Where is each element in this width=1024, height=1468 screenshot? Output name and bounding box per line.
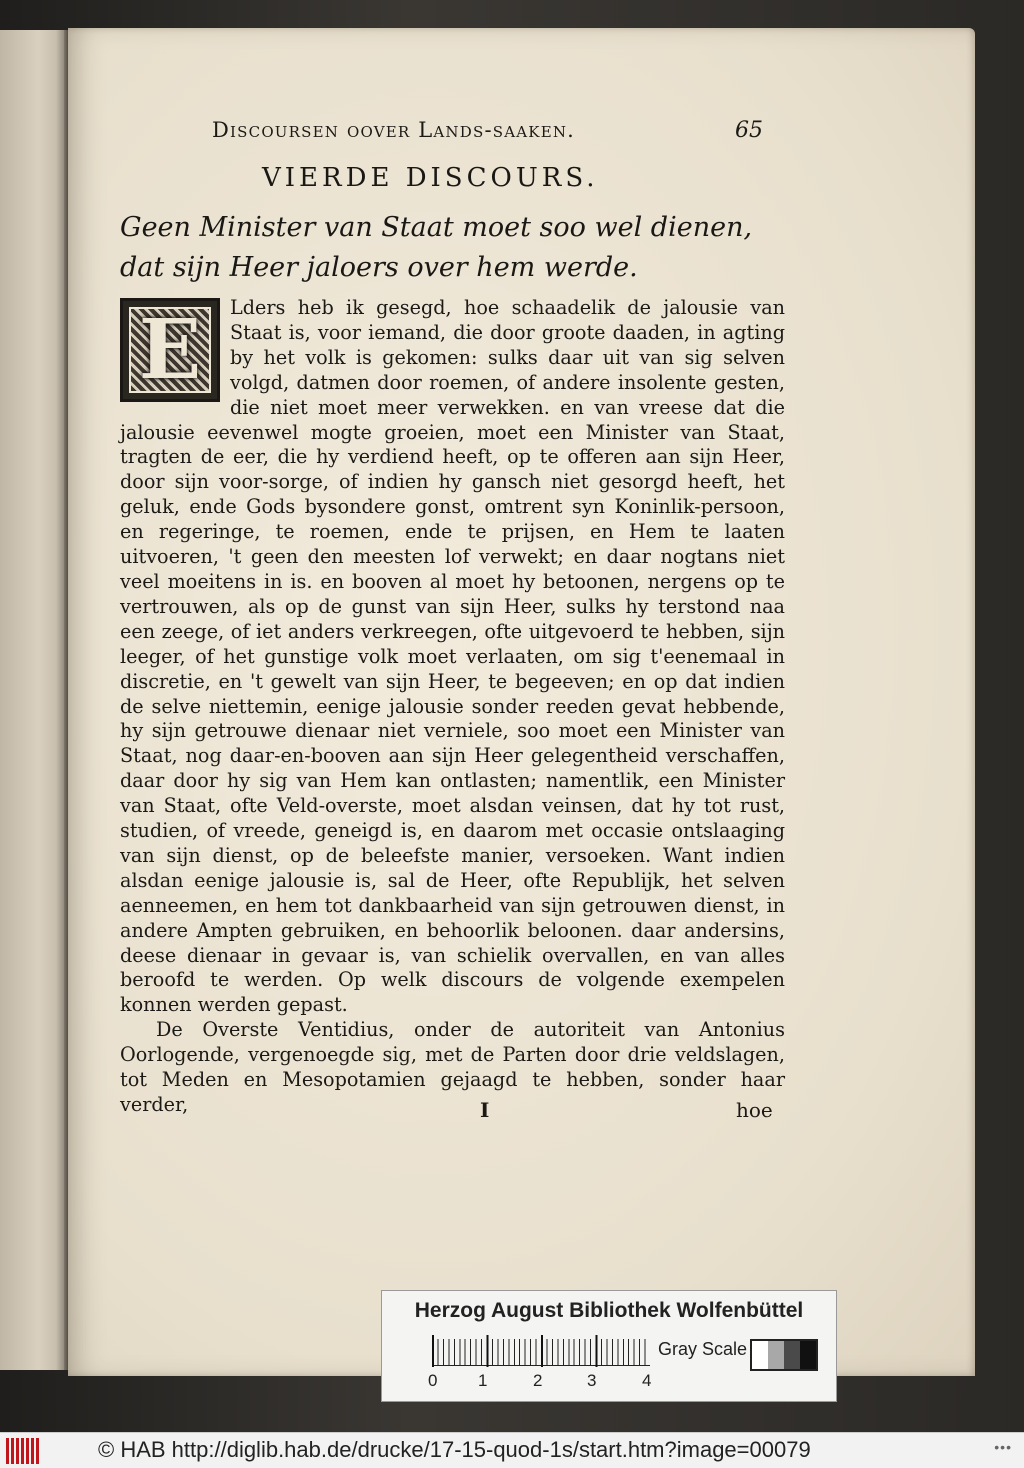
gray-scale-label: Gray Scale: [658, 1339, 748, 1359]
gray-scale-swatch: [750, 1339, 818, 1371]
page-number: 65: [735, 118, 763, 143]
copyright-link[interactable]: © HAB http://diglib.hab.de/drucke/17-15-quod-1s/start.htm?image=00079: [98, 1437, 811, 1462]
more-icon[interactable]: •••: [994, 1439, 1012, 1455]
paragraph-1: Lders heb ik gesegd, hoe schaadelik de jalousie van Staat is, voor iemand, die door groote daaden, in agting by het volk is gekomen: sulks daar uit van sig selven volgd, datmen door roemen, of andere insolente gesten, die niet moet meer verwekken. en van vreese dat die jalousie eevenwel mogte groeien, moet een Minister van Staat, tragten de eer, die hy verdiend heeft, op te offeren aan sijn Heer, door sijn voor-sorge, of indien hy gansch niet gesorgd heeft, het geluk, ende Gods bysondere gonst, omtrent syn Koninlik-persoon, en regeringe, te roemen, ende te prijsen, en Hem te laaten uitvoeren, 't geen den meesten lof verwekt; en daar nogtans niet veel moeitens in is. en booven al moet hy betoonen, nergens op te vertrouwen, als op de gunst van sijn Heer, sulks hy terstond naa een zeege, of iet anders verkreegen, ofte uitgevoerd te hebben, sijn leeger, of het gunstige volk moet verlaaten, om sig t'eenemaal in discretie, en 't gewelt van sijn Heer, te begeeven; en op dat indien de selve niettemin, eenige jalousie sonder reeden gevat hebbende, hy sijn getrouwe dienaar niet verniele, soo moet een Minister van Staat, nog daar-en-booven aan sijn Heer gelegentheid verschaffen, daar door hy sig van Hem kan ontlasten; namentlik, een Minister van Staat, ofte Veld-overste, moet alsdan veinsen, dat hy tot rust, studien, of vreede, geneigd is, en daarom met occasie ontslaaging van sijn dienst, op de beleefste manier, versoeken. Want indien alsdan eenige jalousie is, sal de Heer, ofte Republijk, het selven aenneemen, en hem tot dankbaarheid van sijn getrouwen dienst, in andere Ampten gebruiken, en behoorlik beloonen. daar andersins, deese dienaar in gevaar is, van schielik overvallen, en van alles beroofd te werden. Op welk discours de volgende exempelen konnen werden gepast.: [120, 296, 785, 1017]
ruler-number: 3: [587, 1371, 597, 1390]
swatch-patch: [752, 1341, 768, 1369]
ruler-number: 4: [642, 1371, 652, 1390]
swatch-patch: [768, 1341, 784, 1369]
chapter-title: VIERDE DISCOURS.: [262, 163, 599, 193]
ruler-numbers: [426, 1371, 666, 1391]
left-page-edge: [0, 30, 70, 1370]
colour-calibration-card: [381, 1290, 837, 1402]
ornamental-initial: [120, 298, 220, 402]
body-text: [120, 296, 785, 1118]
ruler-number: 0: [428, 1371, 438, 1390]
catchword: hoe: [736, 1098, 773, 1122]
paragraph-2: De Overste Ventidius, onder de autoriteit van Antonius Oorlogende, vergenoegde sig, met de Parten door drie veldslagen, tot Meden en Mesopotamien gejaagd te hebben, sonder haar verder,: [120, 1018, 785, 1116]
swatch-patch: [800, 1341, 816, 1369]
signature-mark: I: [480, 1098, 490, 1122]
initial-letter: E: [138, 301, 202, 398]
running-head: Discoursen oover Lands-saaken.: [212, 118, 576, 142]
ruler-number: 2: [533, 1371, 543, 1390]
viewer-footer: [0, 1432, 1024, 1468]
swatch-patch: [784, 1341, 800, 1369]
library-logo-icon: [6, 1438, 40, 1464]
ruler-number: 1: [478, 1371, 488, 1390]
ruler-major-ticks: [432, 1335, 650, 1367]
institution-name: Herzog August Bibliothek Wolfenbüttel: [414, 1299, 804, 1322]
chapter-subtitle: Geen Minister van Staat moet soo wel dienen, dat sijn Heer jaloers over hem werde.: [120, 212, 753, 283]
